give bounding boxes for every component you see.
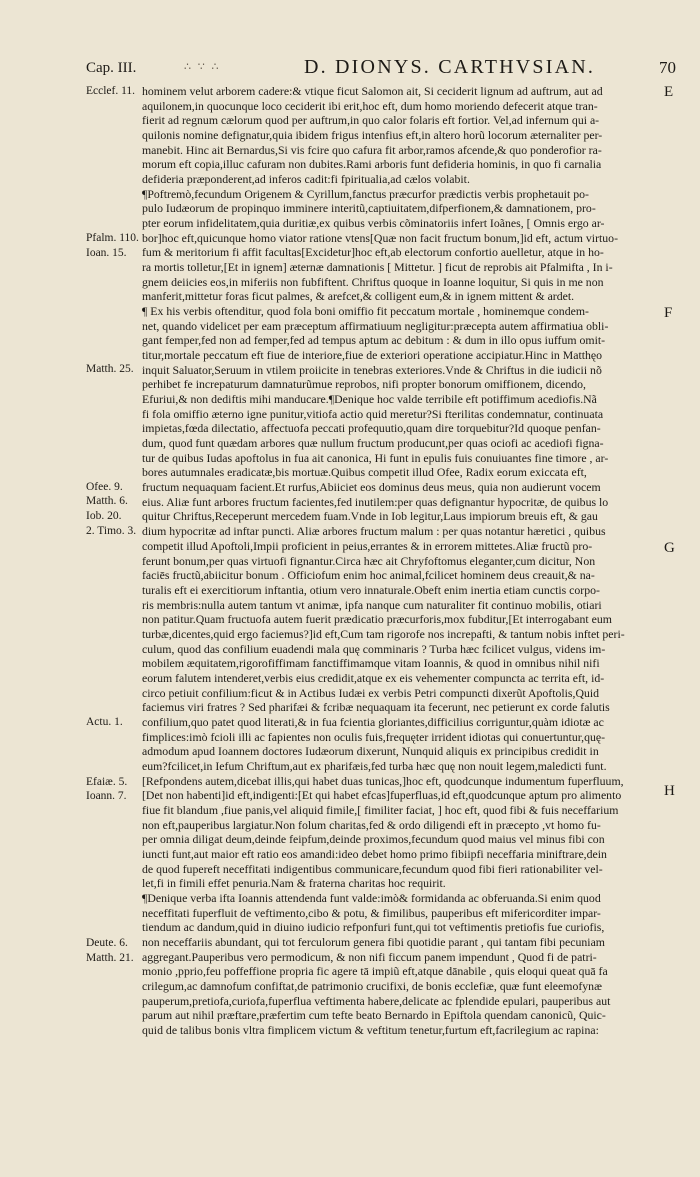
sidenote-ioan15: Ioan. 15. — [86, 247, 127, 259]
text-line: hominem velut arborem cadere:& vtique ficut Salomon ait, Si ceciderit lignum ad auftrum, aut ad — [142, 84, 603, 98]
text-line: de quod fupereft neceffitati indigentibus communicare,fecundum quod fibi fieri rationabiliter vel- — [142, 861, 603, 876]
text-line: morum eft copia,illuc cafuram non dubites.Rami arboris funt defideria hominis, in quo fi carnalia — [142, 157, 602, 172]
text-line: ris membris:nulla autem tantum vt animæ, ipfa nanque cum naturaliter fit continuo mobilis, otiari — [142, 597, 602, 612]
text-line: non neceffariis abundant, qui tot ferculorum genera fibi quotidie parant , qui tantam fibi pecuniam — [142, 934, 605, 949]
text-line: manebit. Hinc ait Bernardus,Si vis fcire quo cafura fit arbor,ramos afcende,& quo ponderofior ra- — [142, 142, 602, 157]
text-line: tiendum ac dandum,quid in diuino iudicio refponfuri funt,qui tot veftimentis pretiofis fue curiofis, — [142, 920, 605, 935]
text-line: defideria præponderent,ad inferos cadit:fi fpiritualia,ad cælos volabit. — [142, 172, 470, 187]
text-line: fierit ad regnum cælorum quod per auftrum,in quo calor folaris eft fortior. Vel,ad infernum qui a- — [142, 113, 600, 128]
text-line: pulo Iudæorum de propinquo imminere interitũ,captiuitatem,difperfionem,& damnationem, pro- — [142, 201, 596, 216]
text-line: confilium,quo patet quod literati,& in fua fcientia gloriantes,difficilius corriguntur,quàm idiotæ ac — [142, 714, 604, 729]
text-line: turalis eft ei exercitiorum inftantia, otium vero innaturale.Obeft enim inertia etiam cunctis corpo- — [142, 582, 600, 597]
sidenote-deute: Deute. 6. — [86, 937, 128, 949]
text-line: tur de quibus Iudas apoftolus in fua ait canonica, Hi funt in epulis fuis conuiuantes fine timore , ar- — [142, 450, 609, 465]
sidenote-matth25: Matth. 25. — [86, 363, 134, 375]
text-line: culum, quod das confilium euadendi mala quę comminaris ? Turba hæc fcilicet vulgus, videns im- — [142, 641, 606, 656]
text-line: admodum apud Ioannem doctores Iudæorum dixerunt, Nunquid aliquis ex principibus credidit in — [142, 744, 599, 759]
sidenote-iob: Iob. 20. — [86, 510, 122, 522]
sidenote-osee: Ofee. 9. — [86, 481, 123, 493]
margin-letter-e: E — [664, 84, 674, 100]
sidenote-matth21: Matth. 21. — [86, 952, 134, 964]
text-line: fum & meritorium fi affit facultas[Excidetur]hoc eft,ab electorum confortio auelletur, atque in ho- — [142, 245, 604, 260]
text-line: ferunt bonum,per quas virtuofi fignantur.Circa hæc ait Chryfoftomus eleganter,cum dicitur, Non — [142, 553, 596, 568]
text-line: fi fola omiffio æterno igne punitur,vitiofa actio quid meretur?Si fterilitas condemnatur, continuata — [142, 406, 604, 421]
body-text — [142, 84, 656, 1038]
text-line: iuncti funt,aut maior eft ratio eos amandi:ideo debet homo primo fibiipfi neceffaria miniftrare,dein — [142, 846, 607, 861]
ornament-mark: ∴ ∵ ∴ — [184, 61, 221, 73]
text-line: turbæ,dicentes,quid ergo faciemus?]id eft,Cum tam rigorofe nos increpafti, & tantum nobis inftet peri- — [142, 626, 625, 641]
running-header — [86, 56, 676, 82]
text-line: bores autumnales eradicatæ,bis mortuæ.Quibus competit illud Ofee, Radix eorum exiccata eft, — [142, 465, 587, 480]
margin-letter-g: G — [664, 540, 675, 556]
text-line: impietas,fœda dilectatio, affectuofa peccati profequutio,quam dire torquebitur?Id quoque penfan- — [142, 421, 601, 436]
text-line: quilonis nomine defignatur,quia ibidem frigus intenfius eft,in altero horũ locorum æternaliter per- — [142, 128, 603, 143]
text-line: quid de talibus bonis vltra fimplicem victum & veftitum tenetur,furtum eft,facrilegium ac rapina: — [142, 1023, 599, 1037]
text-line: Efuriui,& non dediftis mihi manducare.¶Denique hoc valde terribile eft potiffimum acediofis.Nã — [142, 392, 597, 407]
text-line: [Refpondens autem,dicebat illis,qui habet duas tunicas,]hoc eft, quodcunque indumentum fuperfluum, — [142, 773, 624, 788]
text-line: eum?fcilicet,in Iefum Chriftum,aut ex pharifæis,fed turba hæc quę non nouit legem,maledicti funt. — [142, 758, 607, 773]
text-line: ra mortis tolletur,[Et in ignem] æternæ damnationis [ Mittetur. ] ficut de reprobis ait Pfalmifta , In i- — [142, 260, 613, 275]
text-line: non patitur.Quam fructuofa autem fuerit prædicatio præcurforis,mox fubditur,[Et interrogabant eum — [142, 612, 612, 627]
text-line: gant femper,fed non ad femper,fed ad tempus aptum ac debitum : & dum in illo opus iuffum omit- — [142, 333, 606, 348]
text-line: perhibet fe increpaturum damnaturũmue reprobos, nifi propter bonorum omiffionem, dicendo, — [142, 377, 587, 392]
text-line: gnem deiicies eos,in miferiis non fubfiftent. Chriftus quoque in Ioanne loquitur, Si quis in me non — [142, 274, 604, 289]
text-line: per omnia diligat deum,deinde feipfum,deinde proximos,fecundum quod maius vel minus fibi con — [142, 832, 605, 847]
text-line: ¶Denique verba ifta Ioannis attendenda funt valde:imò& formidanda ac obferuanda.Si enim quod — [142, 890, 601, 905]
text-line: non eft,pauperibus largiatur.Non folum charitas,fed & ordo diligendi eft in præcepto ,vt homo fu- — [142, 817, 601, 832]
text-line: circo petiuit confilium:ficut & in Actibus Iudæi ex verbis Petri compuncti dixerũt Apoftolis,Quid — [142, 685, 600, 700]
text-line: bor]hoc eft,quicunque homo viator ratione vtens[Quæ non facit fructum bonum,]id eft, actum virtuo- — [142, 230, 619, 245]
text-line: dum, quod funt quædam arbores quæ nullum fructum producunt,per quas ociofi ac acediofi figna- — [142, 436, 604, 451]
text-line: eius. Aliæ funt arbores fructum facientes,fed inutilem:per quas defignantur hypocritæ, de quibus lo — [142, 494, 609, 509]
text-line: faciemus viri fratres ? Sed pharifæi & fcribæ nequaquam ita fecerunt, nec petierunt ex corde falutis — [142, 700, 610, 715]
sidenote-ioann7: Ioann. 7. — [86, 790, 127, 802]
text-line: ¶Poftremò,fecundum Origenem & Cyrillum,fanctus præcurfor prædictis verbis prophetauit po- — [142, 186, 589, 201]
text-line: eorum falutem intenderet,verbis eius credidit,atque ex eis vehementer compuncta ac territa eft, id- — [142, 670, 605, 685]
text-line: dium hypocritæ ad inftar puncti. Aliæ arbores fructum malum : per quas notantur hæretici , quibus — [142, 524, 606, 539]
text-line: let,fi in fimili effet penuria.Nam & fraterna charitas hoc requirit. — [142, 876, 446, 891]
text-line: fructum nequaquam facient.Et rurfus,Abiiciet eos dominus deus meus, quia non audierunt vocem — [142, 480, 601, 495]
text-line: aquilonem,in quocunque loco ceciderit ibi erit,hoc eft, dum homo moriendo defecerit atque tran- — [142, 98, 598, 113]
text-line: competit illud Apoftoli,Impii proficient in peius,errantes & in errorem mittetes.Aliæ fructũ pro- — [142, 538, 593, 553]
text-line: pauperum,pretiofa,curiofa,fuperflua veftimenta habere,delicate ac fplendide epulari, pauperibus aut — [142, 993, 611, 1008]
sidenote-matth6: Matth. 6. — [86, 495, 128, 507]
sidenote-timo: 2. Timo. 3. — [86, 525, 137, 537]
text-line: net, quando videlicet per eam præceptum affirmatiuum negligitur:præcepta autem affirmatiua obli- — [142, 318, 609, 333]
sidenote-esaie: Efaiæ. 5. — [86, 776, 128, 788]
text-line: titur,mortale peccatum eft fiue de interiore,fiue de exteriori operatione accipiatur.Hinc in Matthęo — [142, 348, 603, 363]
text-line: pter eorum infidelitatem,quia duritiæ,ex quibus verbis cõminatoriis infert Ioãnes, [ Omnis ergo ar- — [142, 216, 605, 231]
text-line: crilegum,ac damnofum confiftat,de patrimonio crucifixi, de bonis ecclefiæ, quæ funt eleemofynæ — [142, 978, 602, 993]
chapter-label: Cap. III. — [86, 60, 137, 76]
running-title: D. DIONYS. CARTHVSIAN. — [304, 56, 596, 78]
text-line: ¶ Ex his verbis oftenditur, quod fola boni omiffio fit peccatum mortale , hominemque condem- — [142, 304, 589, 319]
page-number: 70 — [659, 58, 676, 77]
text-line: faciēs fructũ,abiicitur bonum . Officiofum enim hoc animal,fcilicet hominem deus creauit,& na- — [142, 568, 595, 583]
sidenote-actu: Actu. 1. — [86, 716, 123, 728]
text-line: fimplices:imò fcioli illi ac fapientes non oculis fuis,frequęter irrident idiotas qui conuertuntur,quę- — [142, 729, 606, 744]
margin-letter-f: F — [664, 305, 673, 321]
sidenote-eccl: Ecclef. 11. — [86, 85, 136, 97]
text-line: aggregant.Pauperibus vero permodicum, & non nifi ficcum panem impendunt , Quod fi de patri- — [142, 949, 597, 964]
text-line: manferit,mittetur foras ficut palmes, & arefcet,& colligent eum,& in ignem mittent & ardet. — [142, 289, 575, 304]
text-line: quitur Chriftus,Receperunt mercedem fuam.Vnde in Iob legitur,Laus impiorum breuis eft, & gau — [142, 509, 598, 524]
margin-letter-h: H — [664, 783, 675, 799]
sidenote-psalm: Pfalm. 110. — [86, 232, 139, 244]
text-line: neceffitati fuperfluit de veftimento,cibo & potu, & fimilibus, pauperibus eft mifericorditer impar- — [142, 905, 601, 920]
text-line: inquit Saluator,Seruum in vtilem proiicite in tenebras exteriores.Vnde & Chriftus in die iudicii nõ — [142, 362, 602, 377]
text-line: mobilem æquitatem,rigorofiffimam fanctiffimamque vitam Ioannis, & quod in omnibus nihil nifi — [142, 656, 600, 671]
text-line: monio ,pprio,feu poffeffione propria fic agere tā impiũ eft,atque dānabile , quis eloqui queat quā fa — [142, 964, 608, 979]
text-line: parum aut nihil præftare,præfertim cum tefte beato Bernardo in Epiftola quendam canonicũ, Quic- — [142, 1008, 606, 1023]
text-line: fiue fit blandum ,fiue panis,vel aliquid fimile,[ fimiliter faciat, ] hoc eft, quod fibi & fuis neceffarium — [142, 802, 619, 817]
text-line: [Det non habenti]id eft,indigenti:[Et qui habet efcas]fuperfluas,id eft,quodcunque aptum pro alimento — [142, 788, 622, 803]
